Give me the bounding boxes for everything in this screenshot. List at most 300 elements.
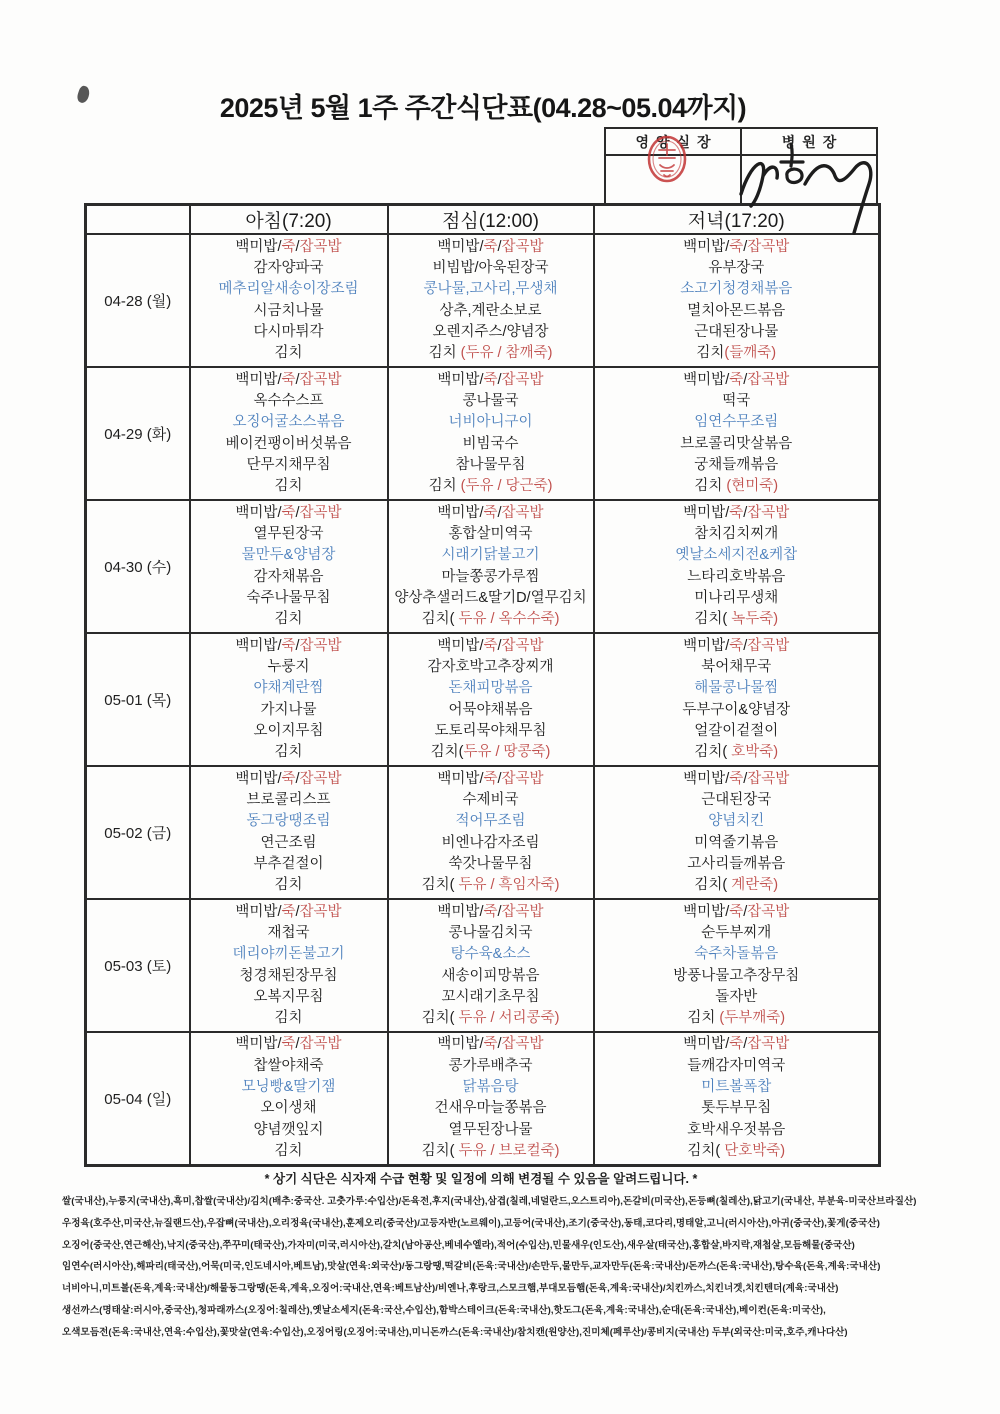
menu-text: 김치(: [687, 1142, 725, 1159]
menu-text: 동그랑땡조림: [246, 813, 331, 830]
menu-text: 죽: [729, 1036, 744, 1053]
menu-text: 김치: [428, 345, 461, 362]
menu-text: 백미밥/: [683, 637, 730, 654]
menu-text: 김치(: [421, 611, 459, 628]
menu-line: [191, 875, 387, 896]
menu-line: [191, 742, 387, 763]
notice-text: * 상기 식단은 식자재 수급 현황 및 일정에 의해 변경될 수 있음을 알려드립니다. *: [264, 1172, 698, 1186]
menu-text: 잡곡밥: [501, 504, 544, 521]
menu-text: 오징어굴소스볶음: [232, 414, 345, 431]
menu-text: 백미밥/: [683, 770, 730, 787]
menu-text: /: [295, 637, 300, 654]
menu-line: [595, 1008, 879, 1029]
menu-text: 콩가루배추국: [448, 1057, 533, 1074]
menu-text: 브로콜리스프: [246, 791, 331, 808]
menu-text: 두유 / 흑임자죽): [458, 877, 560, 894]
menu-text: 청경채된장무침: [239, 967, 338, 984]
menu-text: 닭볶음탕: [462, 1078, 519, 1095]
menu-line: [389, 567, 593, 588]
menu-text: 옥수수스프: [253, 392, 324, 409]
menu-text: 유부장국: [708, 259, 765, 276]
origin-line: 우정육(호주산,미국산,뉴질랜드산),우잡뼈(국내산),오리정육(국내산),훈제오리(중국산)/고등자반(노르웨이),고등어(국내산),조기(중국산),동태,코다리,명태알,고니(러시아산),아귀(중국산),꽃게(중국산): [62, 1217, 880, 1229]
menu-text: 호박죽): [731, 744, 779, 761]
menu-text: 김치: [274, 611, 303, 628]
menu-line: [595, 301, 879, 322]
menu-text: 모닝빵&딸기잼: [241, 1078, 336, 1095]
menu-text: 브로콜리맛살볶음: [680, 435, 793, 452]
menu-line: [595, 1098, 879, 1119]
menu-line: [389, 902, 593, 923]
menu-line: [389, 609, 593, 630]
menu-text: 부추겉절이: [253, 855, 324, 872]
menu-text: 죽: [729, 371, 744, 388]
menu-text: (두부깨죽): [719, 1010, 786, 1027]
menu-text: 단무지채무침: [246, 456, 331, 473]
menu-text: 미트볼폭찹: [701, 1078, 772, 1095]
menu-line: [595, 657, 879, 678]
menu-line: [595, 769, 879, 790]
menu-line: [191, 609, 387, 630]
menu-text: 백미밥/: [437, 371, 484, 388]
menu-text: 잡곡밥: [747, 1036, 790, 1053]
menu-line: [389, 476, 593, 497]
menu-text: (두유 / 참깨죽): [460, 345, 553, 362]
menu-line: [389, 1008, 593, 1029]
approval-stamp-cell: [606, 156, 742, 203]
menu-line: [389, 966, 593, 987]
menu-line: [389, 1141, 593, 1162]
menu-text: 김치: [274, 1010, 303, 1027]
menu-text: 북어채무국: [701, 658, 772, 675]
menu-text: /: [743, 1036, 748, 1053]
meal-cell-lunch: [388, 899, 594, 1032]
origin-line: 오색모듬전(돈육:국내산,연육:수입산),꽃맛살(연육:수입산),오징어링(오징어:국내산),미니돈까스(돈육:국내산)/참치캔(원양산),진미체(페루산)/콩비지(국내산) 두부(외국산:미국,호주,캐나다산): [62, 1326, 848, 1338]
menu-text: 백미밥/: [437, 770, 484, 787]
menu-line: [191, 237, 387, 258]
meal-plan-table: [84, 203, 881, 1167]
menu-text: 돌자반: [715, 988, 758, 1005]
menu-line: [389, 258, 593, 279]
menu-line: [191, 790, 387, 811]
menu-text: 김치(: [430, 744, 464, 761]
menu-text: 쑥갓나물무침: [448, 855, 533, 872]
menu-line: [191, 944, 387, 965]
table-row: [86, 766, 880, 899]
menu-line: [191, 322, 387, 343]
menu-line: [595, 391, 879, 412]
menu-line: [595, 609, 879, 630]
menu-line: [191, 503, 387, 524]
menu-text: 백미밥/: [683, 238, 730, 255]
menu-line: [595, 412, 879, 433]
menu-line: [595, 742, 879, 763]
col-header-breakfast: 아침(7:20): [190, 205, 388, 235]
menu-line: [389, 678, 593, 699]
menu-text: 김치(: [421, 877, 459, 894]
menu-line: [191, 567, 387, 588]
menu-text: 잡곡밥: [747, 903, 790, 920]
menu-text: /: [295, 1036, 300, 1053]
menu-text: 오렌지주스/양념장: [432, 323, 549, 340]
menu-line: [389, 923, 593, 944]
day-cell: 05-02 (금): [86, 766, 190, 899]
meal-cell-breakfast: [190, 500, 388, 633]
menu-text: 참나물무침: [455, 456, 526, 473]
menu-line: [191, 370, 387, 391]
menu-text: 김치: [274, 1142, 303, 1159]
menu-line: [595, 875, 879, 896]
menu-text: 홍합살미역국: [448, 525, 533, 542]
menu-text: 김치(: [694, 611, 732, 628]
menu-line: [191, 833, 387, 854]
menu-text: 죽: [281, 371, 296, 388]
menu-text: 두유 / 땅콩죽): [463, 744, 551, 761]
menu-line: [389, 742, 593, 763]
table-row: [86, 367, 880, 500]
table-row: [86, 633, 880, 766]
day-cell: 04-29 (화): [86, 367, 190, 500]
menu-text: 소고기청경채볶음: [680, 281, 793, 298]
meal-cell-lunch: [388, 766, 594, 899]
menu-line: [595, 811, 879, 832]
menu-line: [595, 833, 879, 854]
menu-line: [595, 476, 879, 497]
menu-text: 마늘쫑콩가루찜: [441, 568, 540, 585]
menu-text: 김치: [274, 345, 303, 362]
menu-line: [191, 902, 387, 923]
menu-text: 잡곡밥: [747, 637, 790, 654]
menu-line: [389, 1056, 593, 1077]
menu-text: 수제비국: [462, 791, 519, 808]
menu-line: [595, 237, 879, 258]
menu-text: 잡곡밥: [501, 770, 544, 787]
menu-line: [595, 636, 879, 657]
menu-text: 미역줄기볶음: [694, 834, 779, 851]
menu-line: [595, 1056, 879, 1077]
menu-line: [389, 1034, 593, 1055]
menu-line: [191, 923, 387, 944]
menu-line: [389, 370, 593, 391]
menu-table-body: [86, 234, 880, 1165]
menu-text: 백미밥/: [437, 238, 484, 255]
menu-text: 시금치나물: [253, 302, 324, 319]
menu-line: [191, 700, 387, 721]
menu-text: /: [497, 504, 502, 521]
menu-text: 김치(: [421, 1142, 459, 1159]
menu-text: 양념깻잎지: [253, 1121, 324, 1138]
meal-cell-breakfast: [190, 234, 388, 367]
meal-cell-dinner: [594, 500, 880, 633]
menu-text: 고사리들깨볶음: [687, 855, 786, 872]
menu-text: 누룽지: [267, 658, 310, 675]
menu-text: 비엔나감자조림: [441, 834, 540, 851]
menu-line: [191, 769, 387, 790]
menu-text: 백미밥/: [235, 1036, 282, 1053]
menu-line: [191, 1077, 387, 1098]
menu-text: 너비아니구이: [448, 414, 533, 431]
menu-line: [595, 987, 879, 1008]
menu-line: [191, 545, 387, 566]
menu-text: 백미밥/: [683, 1036, 730, 1053]
menu-text: 백미밥/: [235, 504, 282, 521]
menu-line: [595, 721, 879, 742]
menu-text: 죽: [729, 770, 744, 787]
menu-text: /: [295, 903, 300, 920]
menu-text: 두유 / 서리콩죽): [458, 1010, 560, 1027]
table-row: [86, 234, 880, 367]
menu-text: 계란죽): [731, 877, 779, 894]
menu-text: 죽: [729, 504, 744, 521]
menu-text: 탕수육&소스: [450, 946, 531, 963]
menu-text: 김치: [694, 478, 727, 495]
menu-text: 백미밥/: [683, 371, 730, 388]
menu-text: 톳두부무침: [701, 1100, 772, 1117]
menu-text: 두부구이&양념장: [682, 701, 791, 718]
col-header-day: [86, 205, 190, 235]
menu-line: [191, 678, 387, 699]
menu-text: 감자채볶음: [253, 568, 324, 585]
menu-line: [389, 790, 593, 811]
menu-text: 콩나물국: [462, 392, 519, 409]
menu-line: [595, 503, 879, 524]
menu-text: 순두부찌개: [701, 924, 772, 941]
menu-text: /: [743, 504, 748, 521]
menu-line: [389, 322, 593, 343]
menu-line: [191, 721, 387, 742]
approval-signature-cell: [742, 156, 876, 203]
menu-line: [191, 258, 387, 279]
meal-cell-breakfast: [190, 1032, 388, 1165]
menu-text: 잡곡밥: [501, 903, 544, 920]
meal-cell-breakfast: [190, 633, 388, 766]
menu-text: 꼬시래기초무침: [441, 988, 540, 1005]
menu-text: 재첩국: [267, 924, 310, 941]
menu-line: [595, 545, 879, 566]
menu-text: /: [497, 238, 502, 255]
menu-text: 죽: [483, 504, 498, 521]
menu-text: 데리야끼돈불고기: [232, 946, 345, 963]
menu-line: [595, 258, 879, 279]
menu-text: 콩나물김치국: [448, 924, 533, 941]
menu-text: 참치김치찌개: [694, 525, 779, 542]
menu-line: [595, 524, 879, 545]
menu-text: 멸치아몬드볶음: [687, 302, 786, 319]
menu-text: /: [743, 238, 748, 255]
menu-text: 근대된장나물: [694, 323, 779, 340]
menu-line: [389, 343, 593, 364]
menu-line: [595, 944, 879, 965]
menu-line: [389, 455, 593, 476]
meal-cell-dinner: [594, 899, 880, 1032]
menu-text: 죽: [281, 903, 296, 920]
menu-text: (들깨죽): [724, 345, 777, 362]
menu-line: [191, 966, 387, 987]
menu-text: 잡곡밥: [747, 770, 790, 787]
menu-line: [389, 545, 593, 566]
menu-text: /: [295, 371, 300, 388]
menu-line: [595, 1077, 879, 1098]
menu-line: [389, 1077, 593, 1098]
menu-text: 죽: [483, 903, 498, 920]
menu-line: [389, 588, 593, 609]
menu-text: 돈채피망볶음: [448, 680, 533, 697]
menu-text: /: [295, 504, 300, 521]
origin-line: 생선까스(명태살:러시아,중국산),청파래까스(오징어:칠레산),옛날소세지(돈육:국산,수입산),함박스테이크(돈육:국내산),핫도그(돈육,계육:국내산),순대(돈육:국내산),베이컨(돈육:미국산),: [62, 1304, 826, 1316]
menu-text: 잡곡밥: [299, 637, 342, 654]
menu-text: /: [497, 371, 502, 388]
menu-text: 양념치킨: [708, 813, 765, 830]
menu-text: /: [497, 770, 502, 787]
meal-cell-breakfast: [190, 766, 388, 899]
menu-text: 궁채들깨볶음: [694, 456, 779, 473]
menu-text: 백미밥/: [437, 504, 484, 521]
menu-text: 죽: [281, 238, 296, 255]
menu-text: 오이생채: [260, 1100, 317, 1117]
menu-line: [389, 524, 593, 545]
menu-text: 김치: [687, 1010, 720, 1027]
menu-text: 양상추샐러드&딸기D/열무김치: [394, 589, 587, 606]
menu-text: 잡곡밥: [299, 504, 342, 521]
menu-line: [595, 455, 879, 476]
menu-text: /: [743, 371, 748, 388]
menu-text: 베이컨팽이버섯볶음: [225, 435, 352, 452]
menu-line: [389, 237, 593, 258]
menu-line: [191, 1008, 387, 1029]
day-cell: 05-04 (일): [86, 1032, 190, 1165]
origin-line: 임연수(러시아산),해파리(태국산),어묵(미국,인도네시아,베트남),맛살(연육:외국산)/동그랑땡,떡갈비(돈육:국내산)/손만두,물만두,교자만두(돈육:국내산)/돈까스(돈육:국내산),탕수육(돈육,계육:국내산): [62, 1261, 881, 1273]
menu-line: [191, 301, 387, 322]
menu-text: 잡곡밥: [299, 238, 342, 255]
menu-text: 숙주나물무침: [246, 589, 331, 606]
menu-text: 잡곡밥: [747, 504, 790, 521]
table-row: [86, 899, 880, 1032]
menu-line: [191, 1120, 387, 1141]
menu-line: [191, 343, 387, 364]
menu-line: [191, 657, 387, 678]
menu-line: [595, 1034, 879, 1055]
menu-line: [389, 987, 593, 1008]
menu-line: [595, 567, 879, 588]
menu-line: [191, 1141, 387, 1162]
menu-text: 감자호박고추장찌개: [427, 658, 554, 675]
menu-text: 백미밥/: [683, 903, 730, 920]
menu-text: (두유 / 당근죽): [460, 478, 553, 495]
menu-text: 잡곡밥: [501, 637, 544, 654]
menu-line: [595, 588, 879, 609]
menu-text: /: [743, 903, 748, 920]
menu-text: 녹두죽): [731, 611, 779, 628]
menu-text: 미나리무생채: [694, 589, 779, 606]
menu-text: /: [743, 770, 748, 787]
menu-line: [191, 412, 387, 433]
menu-line: [191, 391, 387, 412]
menu-text: 김치: [274, 877, 303, 894]
menu-text: /: [497, 903, 502, 920]
menu-text: 감자양파국: [253, 259, 324, 276]
menu-text: 잡곡밥: [299, 770, 342, 787]
menu-text: 숙주차돌볶음: [694, 946, 779, 963]
menu-line: [389, 391, 593, 412]
menu-text: 김치: [274, 744, 303, 761]
menu-text: 잡곡밥: [299, 1036, 342, 1053]
origin-list: [62, 1191, 962, 1344]
menu-text: 열무된장나물: [448, 1121, 533, 1138]
menu-text: 김치: [274, 478, 303, 495]
menu-text: 백미밥/: [235, 637, 282, 654]
menu-line: [595, 434, 879, 455]
menu-line: [389, 875, 593, 896]
menu-text: /: [295, 770, 300, 787]
menu-text: 김치: [696, 345, 725, 362]
menu-line: [595, 322, 879, 343]
menu-line: [595, 700, 879, 721]
menu-text: 백미밥/: [437, 637, 484, 654]
table-row: [86, 1032, 880, 1165]
menu-text: 새송이피망볶음: [441, 967, 540, 984]
page-title: 2025년 5월 1주 주간식단표(04.28~05.04까지): [219, 93, 747, 123]
menu-text: 야채계란찜: [253, 680, 324, 697]
menu-line: [389, 434, 593, 455]
menu-text: 죽: [281, 504, 296, 521]
meal-cell-dinner: [594, 633, 880, 766]
col-header-lunch: 점심(12:00): [388, 205, 594, 235]
table-row: [86, 500, 880, 633]
menu-text: 오이지무침: [253, 722, 324, 739]
origin-line: 쌀(국내산),누룽지(국내산),흑미,찹쌀(국내산)/김치(배추:중국산. 고춧가루:수입산)/돈육전,후지(국내산),삼겹(칠레,네덜란드,오스트리아),돈갈비(미국산),돈등뼈(칠레산),닭고기(국내산, 부분육-미국산브라질산): [62, 1196, 917, 1207]
menu-text: 비빔국수: [462, 435, 519, 452]
menu-text: 찹쌀야채죽: [253, 1057, 324, 1074]
menu-text: 죽: [483, 637, 498, 654]
menu-line: [191, 588, 387, 609]
menu-line: [595, 902, 879, 923]
menu-text: 잡곡밥: [747, 371, 790, 388]
red-seal-stamp-icon: [646, 135, 688, 183]
menu-line: [389, 412, 593, 433]
menu-text: 죽: [483, 1036, 498, 1053]
menu-text: 방풍나물고추장무침: [673, 967, 800, 984]
menu-text: 느타리호박볶음: [687, 568, 786, 585]
meal-cell-dinner: [594, 1032, 880, 1165]
menu-text: 옛날소세지전&케찹: [675, 547, 798, 564]
day-cell: 05-01 (목): [86, 633, 190, 766]
menu-text: 죽: [281, 1036, 296, 1053]
menu-line: [389, 1120, 593, 1141]
menu-text: 김치(: [694, 877, 732, 894]
day-cell: 04-28 (월): [86, 234, 190, 367]
menu-text: 열무된장국: [253, 525, 324, 542]
menu-text: 근대된장국: [701, 791, 772, 808]
menu-text: 도토리묵야채무침: [434, 722, 547, 739]
menu-line: [191, 455, 387, 476]
meal-cell-lunch: [388, 1032, 594, 1165]
menu-line: [595, 790, 879, 811]
menu-text: 임연수무조림: [694, 414, 779, 431]
menu-line: [389, 854, 593, 875]
menu-line: [389, 944, 593, 965]
menu-line: [389, 721, 593, 742]
menu-line: [389, 833, 593, 854]
menu-text: 콩나물,고사리,무생채: [423, 281, 558, 298]
menu-text: 죽: [281, 637, 296, 654]
menu-text: 상추,계란소보로: [439, 302, 542, 319]
menu-text: 죽: [483, 371, 498, 388]
menu-text: 가지나물: [260, 701, 317, 718]
meal-cell-lunch: [388, 633, 594, 766]
menu-line: [191, 1098, 387, 1119]
menu-text: 죽: [483, 238, 498, 255]
menu-text: 죽: [729, 903, 744, 920]
menu-text: 건새우마늘쫑볶음: [434, 1100, 547, 1117]
